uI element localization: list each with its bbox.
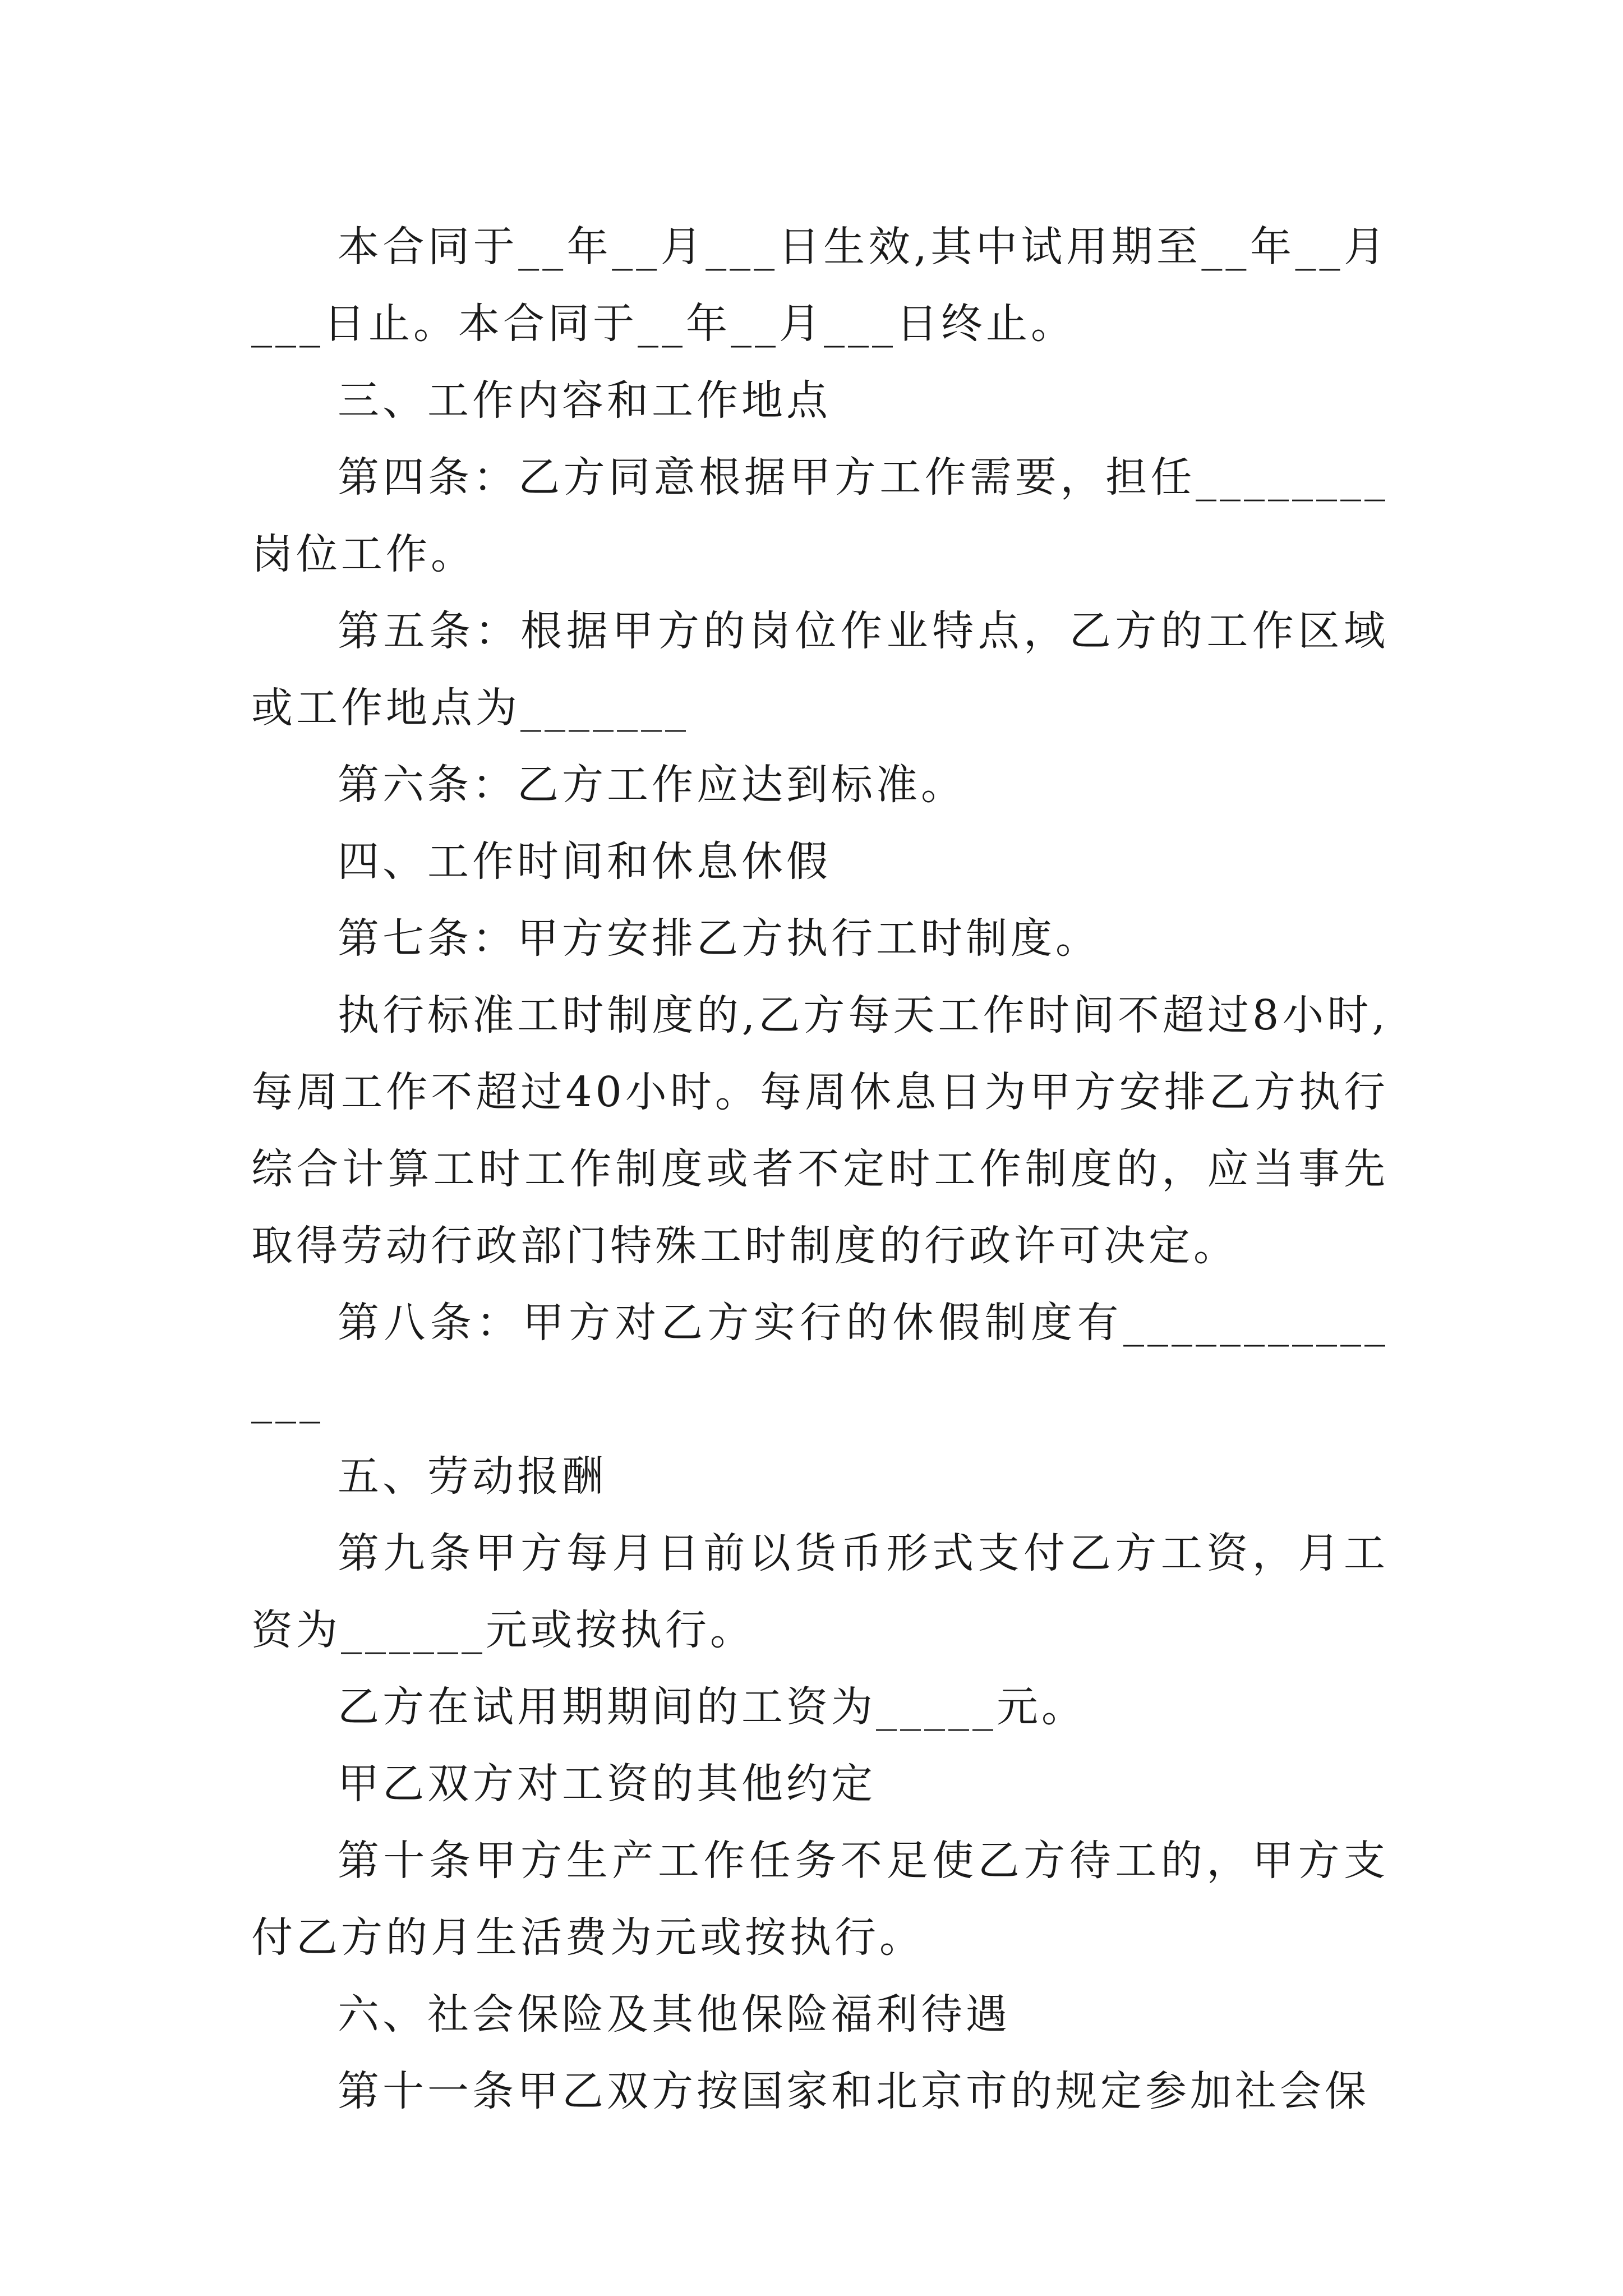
paragraph-probation-wage: 乙方在试用期期间的工资为_____元。 (338, 1683, 1086, 1731)
article-7: 第七条：甲方安排乙方执行工时制度。 (338, 914, 1100, 963)
paragraph-standard-hours: 执行标准工时制度的,乙方每天工作时间不超过8小时,每周工作不超过40小时。每周休息日为甲方安排乙方执行综合计算工时工作制度或者不定时工作制度的，应当事先取得劳动行政部门特殊工时制度的行政许可决定。 (251, 991, 1389, 1270)
article-10: 第十条甲方生产工作任务不足使乙方待工的，甲方支付乙方的月生活费为元或按执行。 (251, 1837, 1389, 1962)
article-5: 第五条：根据甲方的岗位作业特点，乙方的工作区域或工作地点为_______ (251, 607, 1389, 732)
section-heading-6: 六、社会保险及其他保险福利待遇 (338, 1990, 1011, 2039)
article-4: 第四条：乙方同意根据甲方工作需要，担任________岗位工作。 (251, 453, 1389, 578)
article-9: 第九条甲方每月日前以货币形式支付乙方工资，月工资为______元或按执行。 (251, 1529, 1389, 1654)
article-8: 第八条：甲方对乙方实行的休假制度有______________ (251, 1299, 1389, 1424)
section-heading-5: 五、劳动报酬 (338, 1452, 607, 1501)
paragraph-other-wage-terms: 甲乙双方对工资的其他约定 (338, 1760, 876, 1808)
document-body (251, 209, 1389, 2130)
paragraph-effective-date: 本合同于__年__月___日生效,其中试用期至__年__月___日止。本合同于__年__月___日终止。 (251, 223, 1389, 348)
section-heading-3: 三、工作内容和工作地点 (338, 376, 831, 425)
article-6: 第六条：乙方工作应达到标准。 (338, 761, 966, 809)
section-heading-4: 四、工作时间和休息休假 (338, 838, 831, 886)
article-11: 第十一条甲乙双方按国家和北京市的规定参加社会保 (338, 2067, 1370, 2115)
